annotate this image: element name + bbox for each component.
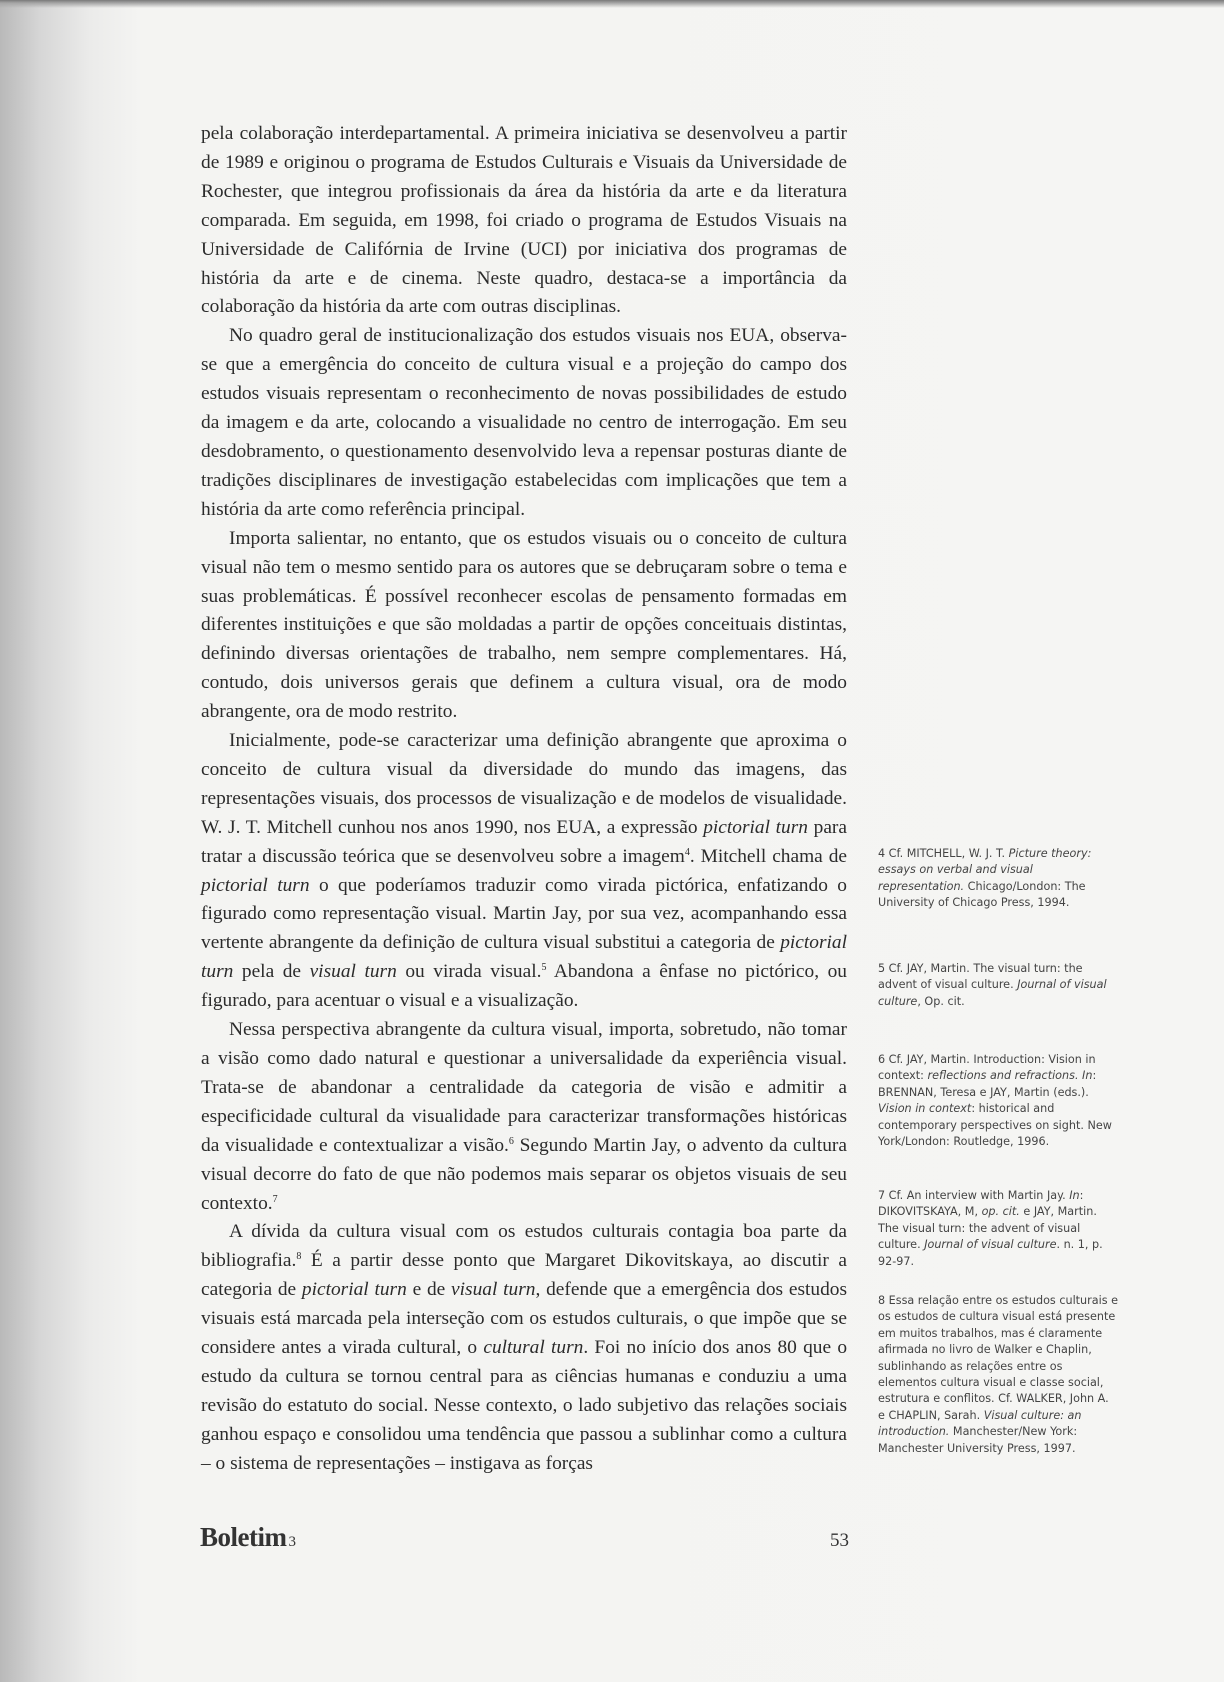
issue-number: 3 — [288, 1534, 296, 1550]
text-run: 4 Cf. MITCHELL, W. J. T. — [878, 847, 1009, 860]
italic-term: Visual culture: an introduction. — [878, 1408, 1082, 1439]
footnote-ref: 6 — [508, 1135, 514, 1147]
paragraph — [201, 1016, 847, 1218]
text-run: Inicialmente, pode-se caracterizar uma definição abrangente que aproxima o conceito de cultura visual da diversidade do mundo das imagens, das representações visuais, dos processos de visualização e de modelos de visualidade. W. J. T. Mitchell cunhou nos anos 1990, nos EUA, a expressão — [201, 730, 847, 838]
text-run: e de — [406, 1279, 452, 1301]
paragraph — [201, 120, 847, 322]
footnote-4 — [878, 846, 1118, 912]
text-run: Importa salientar, no entanto, que os estudos visuais ou o conceito de cultura visual não tem o mesmo sentido para os autores que se debruçaram sobre o tema e suas problemáticas. É possível reconhecer escolas de pensamento formadas em diferentes instituições e que são moldadas a partir de opções conceituais distintas, definindo diversas orientações de trabalho, nem sempre complementares. Há, contudo, dois universos gerais que definem a cultura visual, ora de modo abrangente, ora de modo restrito. — [201, 527, 847, 723]
journal-title-text: Boletim — [200, 1522, 287, 1552]
paragraph — [201, 322, 847, 524]
italic-term: reflections and refractions. In — [927, 1069, 1093, 1083]
footnote-8 — [878, 1293, 1118, 1457]
text-run: , Op. cit. — [917, 994, 965, 1008]
italic-term: pictorial turn — [201, 932, 847, 983]
text-run: É a partir desse ponto que Margaret Dikovitskaya, ao discutir a categoria de — [201, 1250, 847, 1301]
footnote-7 — [878, 1188, 1118, 1270]
page-top-edge — [0, 0, 1224, 8]
italic-term: Journal of visual culture — [924, 1238, 1057, 1252]
footnote-ref: 7 — [272, 1193, 278, 1205]
text-run: 7 Cf. An interview with Martin Jay. — [878, 1189, 1070, 1202]
italic-term: pictorial turn — [703, 816, 808, 838]
text-run: : DIKOVITSKAYA, M, — [878, 1189, 1084, 1219]
text-run: Manchester/New York: Manchester University Press, 1997. — [878, 1425, 1078, 1455]
italic-term: op. cit. — [981, 1205, 1020, 1219]
journal-title — [200, 1522, 295, 1553]
text-run: o que poderíamos traduzir como virada pictórica, enfatizando o figurado como representação visual. Martin Jay, por sua vez, acompanhando essa vertente abrangente da definição de cultura visual substitui a categoria de — [201, 874, 848, 954]
text-run: Segundo Martin Jay, o advento da cultura visual decorre do fato de que não podemos mais separar os objetos visuais de seu contexto. — [201, 1134, 847, 1214]
text-run: pela colaboração interdepartamental. A primeira iniciativa se desenvolveu a partir de 1989 e originou o programa de Estudos Culturais e Visuais da Universidade de Rochester, que integrou profissionais da área da história da arte e da literatura comparada. Em seguida, em 1998, foi criado o programa de Estudos Visuais na Universidade de Califórnia de Irvine (UCI) por iniciativa dos programas de história da arte e de cinema. Neste quadro, destaca-se a importância da colaboração da história da arte com outras disciplinas. — [201, 123, 847, 318]
text-run: , defende que a emergência dos estudos visuais está marcada pela interseção com os estudos culturais, o que impõe que se considere antes a virada cultural, o — [201, 1279, 848, 1359]
text-run: ou virada visual. — [396, 961, 542, 983]
text-run: para tratar a discussão teórica que se desenvolveu sobre a imagem — [201, 816, 847, 867]
paragraph — [201, 525, 847, 727]
footnote-6 — [878, 1052, 1118, 1150]
text-run: 8 Essa relação entre os estudos culturais e os estudos de cultura visual está presente em muitos trabalhos, mas é claramente afirmada no livro de Walker e Chaplin, sublinhando as relações entre os elementos cultura visual e classe social, estrutura e conflitos. Cf. WALKER, John A. e CHAPLIN, Sarah. — [878, 1294, 1118, 1422]
italic-term: In — [1069, 1189, 1080, 1202]
italic-term: pictorial turn — [301, 1279, 407, 1301]
text-run: . Mitchell chama de — [689, 845, 847, 867]
italic-term: visual turn — [309, 961, 397, 983]
text-run: Chicago/London: The University of Chicago Press, 1994. — [878, 879, 1086, 910]
footnote-ref: 5 — [541, 962, 547, 974]
text-run: 5 Cf. JAY, Martin. The visual turn: the advent of visual culture. — [878, 962, 1083, 992]
text-run: . n. 1, p. 92-97. — [878, 1238, 1103, 1268]
text-run: . Foi no início dos anos 80 que o estudo da cultura se tornou central para as ciências humanas e conduziu a uma revisão do estatuto do social. Nesse contexto, o lado subjetivo das relações sociais ganhou espaço e consolidou uma tendência que passou a sublinhar como a cultura – o sistema de representações – instigava as forças — [201, 1337, 848, 1474]
text-run: e JAY, Martin. The visual turn: the advent of visual culture. — [878, 1205, 1097, 1252]
italic-term: Picture theory: essays on verbal and visual representation. — [878, 847, 1092, 893]
text-run: 6 Cf. JAY, Martin. Introduction: Vision in context: — [878, 1053, 1096, 1083]
text-run: No quadro geral de institucionalização dos estudos visuais nos EUA, observa-se que a emergência do conceito de cultura visual e a projeção do campo dos estudos visuais representam o reconhecimento de novas possibilidades de estudo da imagem e da arte, colocando a visualidade no centro de interrogação. Em seu desdobramento, o questionamento desenvolvido leva a repensar posturas diante de tradições disciplinares de investigação estabelecidas com implicações que tem a história da arte como referência principal. — [201, 325, 847, 520]
paragraph — [201, 1218, 847, 1478]
text-run: pela de — [233, 961, 310, 983]
italic-term: cultural turn — [483, 1337, 584, 1359]
page-number: 53 — [830, 1530, 849, 1551]
italic-term: Journal of visual culture — [878, 978, 1107, 1008]
paragraph — [201, 727, 847, 1016]
main-text-column — [201, 120, 847, 1479]
footnote-5 — [878, 961, 1118, 1010]
text-run: : BRENNAN, Teresa e JAY, Martin (eds.). — [878, 1069, 1097, 1099]
italic-term: visual turn — [451, 1279, 536, 1301]
italic-term: pictorial turn — [201, 874, 310, 896]
text-run: A dívida da cultura visual com os estudos culturais contagia boa parte da bibliografia. — [201, 1221, 847, 1272]
text-run: Abandona a ênfase no pictórico, ou figurado, para acentuar o visual e a visualização. — [201, 961, 848, 1012]
text-run: : historical and contemporary perspectives on sight. New York/London: Routledge, 1996. — [878, 1102, 1112, 1149]
text-run: Nessa perspectiva abrangente da cultura visual, importa, sobretudo, não tomar a visão como dado natural e questionar a universalidade da experiência visual. Trata-se de abandonar a centralidade da categoria de visão e admitir a especificidade cultural da visualidade para caracterizar transformações históricas da visualidade e contextualizar a visão. — [201, 1019, 847, 1156]
footnote-ref: 4 — [684, 846, 690, 858]
footnote-ref: 8 — [296, 1251, 302, 1263]
italic-term: Vision in context — [878, 1102, 972, 1116]
